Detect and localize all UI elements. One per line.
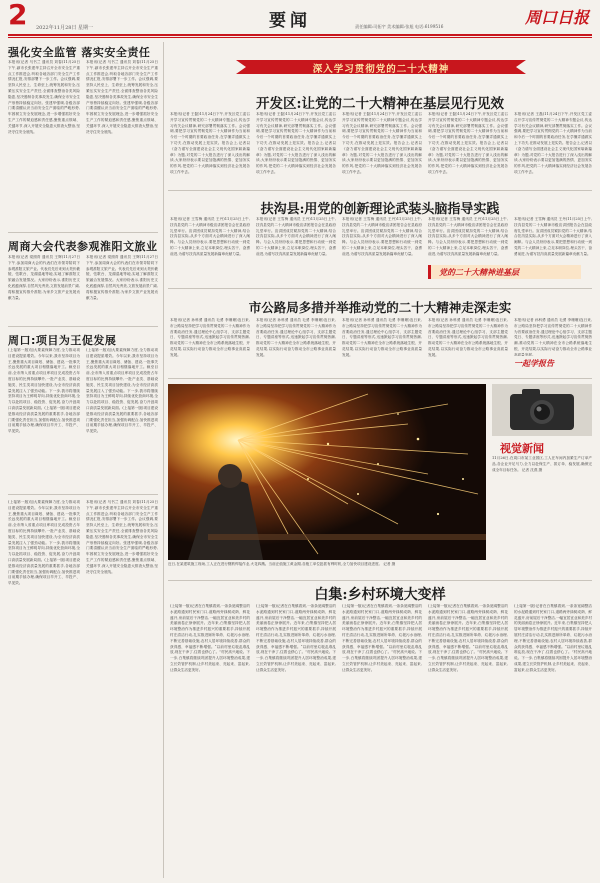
- report-tag: [514, 358, 584, 370]
- article-body-cont: 本报讯(记者 马书兰 通讯员 刘春)11月25日下午,副市长张建华主持召开全市安全生产重点工作推进会,听取各地各部门安全生产工作情况汇报,安排部署下一步工作。会议强调,要坚持人民至上、生命至上,统筹发展和安全,压紧压实安全生产责任,全面排查整治各类风险隐患,坚决遏制各类事故发生,确保全市安全生产形势持续稳定向好。张建华强调,各级各部门要清醒认识当前安全生产面临的严峻形势,牢固树立安全发展理念,进一步增强抓好安全生产工作的紧迫感和责任感,聚焦重点领域、关键环节,深入开展安全隐患大排查大整治,坚决守住安全底线。: [86, 60, 158, 134]
- header-rule: [8, 34, 592, 36]
- series-tag: [428, 265, 581, 279]
- article-title: 白集:乡村环境大变样: [314, 587, 446, 603]
- article-body-cont: (上接第一版)记者在白集镇看到,一条条宽阔整洁的水泥路通到村民家门口,道路两旁绿树成荫、鲜花盛开,房前屋后干净整洁,一幅宜居宜业和美乡村的美丽画卷正徐徐展开。近年来,白集镇坚持把人居环境整治作为推进乡村振兴的重要抓手,持续开展村庄清洁行动,扎实推进厕所革命、垃圾污水治理,不断完善基础设施,农村人居环境持续改善,群众的获得感、幸福感不断增强。“以前村里垃圾乱堆乱放,现在干净了,住着也舒心了。”村民高兴地说。下一步,白集镇将继续巩固提升人居环境整治成果,建立长效管护机制,让乡村美起来、亮起来、富起来,让群众生活更美好。: [428, 604, 508, 672]
- article-body: 本报讯(记者 马书兰 通讯员 刘春)11月25日下午,副市长张建华主持召开全市安全生产重点工作推进会,听取各地各部门安全生产工作情况汇报,安排部署下一步工作。会议强调,要坚持人民至上、生命至上,统筹发展和安全,压紧压实安全生产责任,全面排查整治各类风险隐患,坚决遏制各类事故发生,确保全市安全生产形势持续稳定向好。张建华强调,各级各部门要清醒认识当前安全生产面临的严峻形势,牢固树立安全发展理念,进一步增强抓好安全生产工作的紧迫感和责任感,聚焦重点领域、关键环节,深入开展安全隐患大排查大整治,坚决守住安全底线。: [8, 60, 80, 134]
- camera-photo-icon: [492, 384, 592, 436]
- article-body: 本报讯(记者 梁照青 通讯员 王辉)11月27日下午,参加周商大会的代表们在市领导陪同下参观淮阳文旅产业。代表们先后来到太昊伏羲陵、弦歌台、龙湖湿地等地,实地了解淮阳文旅融合发展情况。大家纷纷表示,淮阳历史文化底蕴深厚,自然风光秀美,文旅发展前景广阔,将积极宣传推介淮阳,为家乡文旅产业发展贡献力量。: [8, 255, 80, 300]
- article-body-cont: 本报讯(记者 孙科勇 通讯员 毛勇 李珊珊)连日来,市公路局坚持把学习宣传贯彻党的二十大精神作为首要政治任务,通过理论中心组学习、支部主题党日、专题讲座等形式,迅速掀起学习宣传贯彻热潮,推动党的二十大精神在全市公路系统落地生根、开花结果,以实际行动奋力推动全市公路事业高质量发展。: [428, 318, 508, 357]
- photo-caption: 近日,在某建筑施工现场,工人正在进行钢筋焊接作业,火花四溅。当前正值施工黄金期,各施工单位抢抓有利时机,全力加快项目建设进度。 记者 摄: [168, 562, 396, 566]
- page-number: 2: [8, 0, 28, 31]
- article-title: 周商大会代表参观淮阳文旅业: [8, 240, 158, 253]
- article-body-cont: 本报讯(记者 王磊)11月24日下午,开发区党工委召开学习宣传贯彻党的二十大精神专题会议,传达学习有关会议精神,研究部署贯彻落实工作。会议强调,要把学习宣传贯彻党的二十大精神作为当前和今后一个时期的首要政治任务,在学懂弄通做实上下功夫,在推动发展上见实效。报告会上,记者以《奋力谱写全面建设社会主义现代化国家崭新篇章》为题,对党的二十大报告进行了深入浅出的解读,大家纷纷表示要以更加饱满的热情、更加务实的作风,把党的二十大精神落实到经济社会发展各项工作中去。: [342, 112, 422, 174]
- article-body-cont: (上接第一版)记者在白集镇看到,一条条宽阔整洁的水泥路通到村民家门口,道路两旁绿树成荫、鲜花盛开,房前屋后干净整洁,一幅宜居宜业和美乡村的美丽画卷正徐徐展开。近年来,白集镇坚持把人居环境整治作为推进乡村振兴的重要抓手,持续开展村庄清洁行动,扎实推进厕所革命、垃圾污水治理,不断完善基础设施,农村人居环境持续改善,群众的获得感、幸福感不断增强。“以前村里垃圾乱堆乱放,现在干净了,住着也舒心了。”村民高兴地说。下一步,白集镇将继续巩固提升人居环境整治成果,建立长效管护机制,让乡村美起来、亮起来、富起来,让群众生活更美好。: [514, 604, 592, 672]
- header-rule-thin: [8, 37, 592, 38]
- article-body-continued: (上接第一版)加大要素保障力度,全力推动项目建设提质增效。今年以来,我市坚持项目为王,聚焦重大项目谋划、储备、建设,一批事关长远发展的重大项目相继落地开工。截至目前,全市纳入省重点项目库项目完成投资占年度目标的比例持续攀升,一批产业类、基础设施类、民生类项目加快建设,为全市经济高质量发展注入了强劲动能。下一步,我市将继续坚持项目为王鲜明导向,持续优化营商环境,全力以赴抓项目、稳投资、促发展,奋力开创周口高质量发展新局面。(上接第一版)项目建设是推动经济高质量发展的重要抓手,各地各部门要强化责任担当,加强协调配合,加快推进项目前期手续办理,确保项目早开工、早投产、早见效。: [8, 500, 80, 586]
- article-body: (上接第一版)记者在白集镇看到,一条条宽阔整洁的水泥路通到村民家门口,道路两旁绿树成荫、鲜花盛开,房前屋后干净整洁,一幅宜居宜业和美乡村的美丽画卷正徐徐展开。近年来,白集镇坚持把人居环境整治作为推进乡村振兴的重要抓手,持续开展村庄清洁行动,扎实推进厕所革命、垃圾污水治理,不断完善基础设施,农村人居环境持续改善,群众的获得感、幸福感不断增强。“以前村里垃圾乱堆乱放,现在干净了,住着也舒心了。”村民高兴地说。下一步,白集镇将继续巩固提升人居环境整治成果,建立长效管护机制,让乡村美起来、亮起来、富起来,让群众生活更美好。: [170, 604, 250, 672]
- article-body-cont: 本报讯(记者 孙科勇 通讯员 毛勇 李珊珊)连日来,市公路局坚持把学习宣传贯彻党的二十大精神作为首要政治任务,通过理论中心组学习、支部主题党日、专题讲座等形式,迅速掀起学习宣传贯彻热潮,推动党的二十大精神在全市公路系统落地生根、开花结果,以实际行动奋力推动全市公路事业高质量发展。: [256, 318, 336, 357]
- divider: [8, 232, 158, 233]
- divider: [8, 494, 158, 495]
- banner-text: 深入学习贯彻党的二十大精神: [312, 64, 450, 75]
- divider: [168, 288, 592, 289]
- article-body-cont: 本报讯(记者 王雪梅 通讯员 王丹)11月25日上午,扶沟县党的二十大精神市级宣讲团报告会在县政府礼堂举行。宣讲团成员紧扣党的二十大精神,结合扶沟县实际,从多个方面对大会精神进行了深入阐释。与会人员纷纷表示,要把思想和行动统一到党的二十大精神上来,立足本职岗位,埋头苦干、奋勇前进,为谱写扶沟高质量发展新篇章贡献力量。: [428, 217, 508, 256]
- article-body-cont: 本报讯(记者 王磊)11月24日下午,开发区党工委召开学习宣传贯彻党的二十大精神专题会议,传达学习有关会议精神,研究部署贯彻落实工作。会议强调,要把学习宣传贯彻党的二十大精神作为当前和今后一个时期的首要政治任务,在学懂弄通做实上下功夫,在推动发展上见实效。报告会上,记者以《奋力谱写全面建设社会主义现代化国家崭新篇章》为题,对党的二十大报告进行了深入浅出的解读,大家纷纷表示要以更加饱满的热情、更加务实的作风,把党的二十大精神落实到经济社会发展各项工作中去。: [256, 112, 336, 174]
- side-photo: [492, 384, 592, 436]
- article-body: 本报讯(记者 王磊)11月24日下午,开发区党工委召开学习宣传贯彻党的二十大精神专题会议,传达学习有关会议精神,研究部署贯彻落实工作。会议强调,要把学习宣传贯彻党的二十大精神作为当前和今后一个时期的首要政治任务,在学懂弄通做实上下功夫,在推动发展上见实效。报告会上,记者以《奋力谱写全面建设社会主义现代化国家崭新篇章》为题,对党的二十大报告进行了深入浅出的解读,大家纷纷表示要以更加饱满的热情、更加务实的作风,把党的二十大精神落实到经济社会发展各项工作中去。: [170, 112, 250, 174]
- article-body: 本报讯(记者 孙科勇 通讯员 毛勇 李珊珊)连日来,市公路局坚持把学习宣传贯彻党的二十大精神作为首要政治任务,通过理论中心组学习、支部主题党日、专题讲座等形式,迅速掀起学习宣传贯彻热潮,推动党的二十大精神在全市公路系统落地生根、开花结果,以实际行动奋力推动全市公路事业高质量发展。: [170, 318, 250, 357]
- visual-news-label: 视觉新闻: [500, 442, 544, 455]
- article-body-cont: 本报讯(记者 王雪梅 通讯员 王丹)11月25日上午,扶沟县党的二十大精神市级宣讲团报告会在县政府礼堂举行。宣讲团成员紧扣党的二十大精神,结合扶沟县实际,从多个方面对大会精神进行了深入阐释。与会人员纷纷表示,要把思想和行动统一到党的二十大精神上来,立足本职岗位,埋头苦干、奋勇前进,为谱写扶沟高质量发展新篇章贡献力量。: [256, 217, 336, 256]
- article-body-cont: 本报讯(记者 孙科勇 通讯员 毛勇 李珊珊)连日来,市公路局坚持把学习宣传贯彻党的二十大精神作为首要政治任务,通过理论中心组学习、支部主题党日、专题讲座等形式,迅速掀起学习宣传贯彻热潮,推动党的二十大精神在全市公路系统落地生根、开花结果,以实际行动奋力推动全市公路事业高质量发展。: [514, 318, 592, 356]
- article-body: 本报讯(记者 王雪梅 通讯员 王丹)11月25日上午,扶沟县党的二十大精神市级宣讲团报告会在县政府礼堂举行。宣讲团成员紧扣党的二十大精神,结合扶沟县实际,从多个方面对大会精神进行了深入阐释。与会人员纷纷表示,要把思想和行动统一到党的二十大精神上来,立足本职岗位,埋头苦干、奋勇前进,为谱写扶沟高质量发展新篇章贡献力量。: [170, 217, 250, 256]
- article-title: 周口:项目为王促发展: [8, 334, 117, 347]
- column-divider: [163, 42, 164, 878]
- theme-banner: [236, 60, 526, 74]
- article-body-cont: 本报讯(记者 王雪梅 通讯员 王丹)11月25日上午,扶沟县党的二十大精神市级宣讲团报告会在县政府礼堂举行。宣讲团成员紧扣党的二十大精神,结合扶沟县实际,从多个方面对大会精神进行了深入阐释。与会人员纷纷表示,要把思想和行动统一到党的二十大精神上来,立足本职岗位,埋头苦干、奋勇前进,为谱写扶沟高质量发展新篇章贡献力量。: [342, 217, 422, 256]
- article-body-cont: (上接第一版)记者在白集镇看到,一条条宽阔整洁的水泥路通到村民家门口,道路两旁绿树成荫、鲜花盛开,房前屋后干净整洁,一幅宜居宜业和美乡村的美丽画卷正徐徐展开。近年来,白集镇坚持把人居环境整治作为推进乡村振兴的重要抓手,持续开展村庄清洁行动,扎实推进厕所革命、垃圾污水治理,不断完善基础设施,农村人居环境持续改善,群众的获得感、幸福感不断增强。“以前村里垃圾乱堆乱放,现在干净了,住着也舒心了。”村民高兴地说。下一步,白集镇将继续巩固提升人居环境整治成果,建立长效管护机制,让乡村美起来、亮起来、富起来,让群众生活更美好。: [342, 604, 422, 672]
- article-body-cont: (上接第一版)记者在白集镇看到,一条条宽阔整洁的水泥路通到村民家门口,道路两旁绿树成荫、鲜花盛开,房前屋后干净整洁,一幅宜居宜业和美乡村的美丽画卷正徐徐展开。近年来,白集镇坚持把人居环境整治作为推进乡村振兴的重要抓手,持续开展村庄清洁行动,扎实推进厕所革命、垃圾污水治理,不断完善基础设施,农村人居环境持续改善,群众的获得感、幸福感不断增强。“以前村里垃圾乱堆乱放,现在干净了,住着也舒心了。”村民高兴地说。下一步,白集镇将继续巩固提升人居环境整治成果,建立长效管护机制,让乡村美起来、亮起来、富起来,让群众生活更美好。: [256, 604, 336, 672]
- editor-line: 责任编辑:司拓宇 美术编辑:张旭 电话:6199516: [355, 24, 444, 29]
- article-body-cont: 本报讯(记者 孙科勇 通讯员 毛勇 李珊珊)连日来,市公路局坚持把学习宣传贯彻党的二十大精神作为首要政治任务,通过理论中心组学习、支部主题党日、专题讲座等形式,迅速掀起学习宣传贯彻热潮,推动党的二十大精神在全市公路系统落地生根、开花结果,以实际行动奋力推动全市公路事业高质量发展。: [342, 318, 422, 357]
- side-photo-caption: 11月26日,在周口市某工业园区,工人在车间内加紧生产订单产品,各企业开足马力,全力以赴保生产、抓订单、稳发展,确保完成全年目标任务。 记者 沈燕 摄: [492, 456, 592, 472]
- article-title: 开发区:让党的二十大精神在基层见行见效: [256, 96, 504, 112]
- section-title: 要闻: [269, 11, 311, 31]
- masthead: 周口日报: [525, 8, 590, 27]
- divider: [168, 580, 592, 581]
- article-title: 强化安全监管 落实安全责任: [8, 46, 151, 59]
- page-header: [0, 0, 600, 38]
- welding-photo-icon: [168, 384, 486, 560]
- article-body-cont: 本报讯(记者 王磊)11月24日下午,开发区党工委召开学习宣传贯彻党的二十大精神专题会议,传达学习有关会议精神,研究部署贯彻落实工作。会议强调,要把学习宣传贯彻党的二十大精神作为当前和今后一个时期的首要政治任务,在学懂弄通做实上下功夫,在推动发展上见实效。报告会上,记者以《奋力谱写全面建设社会主义现代化国家崭新篇章》为题,对党的二十大报告进行了深入浅出的解读,大家纷纷表示要以更加饱满的热情、更加务实的作风,把党的二十大精神落实到经济社会发展各项工作中去。: [514, 112, 592, 174]
- report-tag-text: 一起学报告: [514, 358, 554, 368]
- article-body: (上接第一版)加大要素保障力度,全力推动项目建设提质增效。今年以来,我市坚持项目为王,聚焦重大项目谋划、储备、建设,一批事关长远发展的重大项目相继落地开工。截至目前,全市纳入省重点项目库项目完成投资占年度目标的比例持续攀升,一批产业类、基础设施类、民生类项目加快建设,为全市经济高质量发展注入了强劲动能。下一步,我市将继续坚持项目为王鲜明导向,持续优化营商环境,全力以赴抓项目、稳投资、促发展,奋力开创周口高质量发展新局面。(上接第一版)项目建设是推动经济高质量发展的重要抓手,各地各部门要强化责任担当,加强协调配合,加快推进项目前期手续办理,确保项目早开工、早投产、早见效。: [8, 348, 80, 434]
- article-body-cont: 本报讯(记者 王磊)11月24日下午,开发区党工委召开学习宣传贯彻党的二十大精神专题会议,传达学习有关会议精神,研究部署贯彻落实工作。会议强调,要把学习宣传贯彻党的二十大精神作为当前和今后一个时期的首要政治任务,在学懂弄通做实上下功夫,在推动发展上见实效。报告会上,记者以《奋力谱写全面建设社会主义现代化国家崭新篇章》为题,对党的二十大报告进行了深入浅出的解读,大家纷纷表示要以更加饱满的热情、更加务实的作风,把党的二十大精神落实到经济社会发展各项工作中去。: [428, 112, 508, 174]
- series-tag-text: 党的二十大精神进基层: [439, 267, 519, 277]
- article-body-cont: 本报讯(记者 王雪梅 通讯员 王丹)11月25日上午,扶沟县党的二十大精神市级宣讲团报告会在县政府礼堂举行。宣讲团成员紧扣党的二十大精神,结合扶沟县实际,从多个方面对大会精神进行了深入阐释。与会人员纷纷表示,要把思想和行动统一到党的二十大精神上来,立足本职岗位,埋头苦干、奋勇前进,为谱写扶沟高质量发展新篇章贡献力量。: [514, 217, 592, 256]
- divider: [168, 378, 592, 379]
- divider: [168, 190, 592, 191]
- article-title: 扶沟县:用党的创新理论武装头脑指导实践: [260, 202, 500, 217]
- divider: [8, 326, 158, 327]
- news-photo: [168, 384, 486, 560]
- article-body-cont: (上接第一版)加大要素保障力度,全力推动项目建设提质增效。今年以来,我市坚持项目为王,聚焦重大项目谋划、储备、建设,一批事关长远发展的重大项目相继落地开工。截至目前,全市纳入省重点项目库项目完成投资占年度目标的比例持续攀升,一批产业类、基础设施类、民生类项目加快建设,为全市经济高质量发展注入了强劲动能。下一步,我市将继续坚持项目为王鲜明导向,持续优化营商环境,全力以赴抓项目、稳投资、促发展,奋力开创周口高质量发展新局面。(上接第一版)项目建设是推动经济高质量发展的重要抓手,各地各部门要强化责任担当,加强协调配合,加快推进项目前期手续办理,确保项目早开工、早投产、早见效。: [86, 348, 158, 434]
- article-body-continued: 本报讯(记者 马书兰 通讯员 刘春)11月25日下午,副市长张建华主持召开全市安全生产重点工作推进会,听取各地各部门安全生产工作情况汇报,安排部署下一步工作。会议强调,要坚持人民至上、生命至上,统筹发展和安全,压紧压实安全生产责任,全面排查整治各类风险隐患,坚决遏制各类事故发生,确保全市安全生产形势持续稳定向好。张建华强调,各级各部门要清醒认识当前安全生产面临的严峻形势,牢固树立安全发展理念,进一步增强抓好安全生产工作的紧迫感和责任感,聚焦重点领域、关键环节,深入开展安全隐患大排查大整治,坚决守住安全底线。: [86, 500, 158, 574]
- left-column: [8, 42, 158, 878]
- article-title: 市公路局多措并举推动党的二十大精神走深走实: [248, 300, 512, 315]
- date-line: 2022年11月28日 星期一: [36, 25, 94, 31]
- article-body-cont: 本报讯(记者 梁照青 通讯员 王辉)11月27日下午,参加周商大会的代表们在市领导陪同下参观淮阳文旅产业。代表们先后来到太昊伏羲陵、弦歌台、龙湖湿地等地,实地了解淮阳文旅融合发展情况。大家纷纷表示,淮阳历史文化底蕴深厚,自然风光秀美,文旅发展前景广阔,将积极宣传推介淮阳,为家乡文旅产业发展贡献力量。: [86, 255, 158, 300]
